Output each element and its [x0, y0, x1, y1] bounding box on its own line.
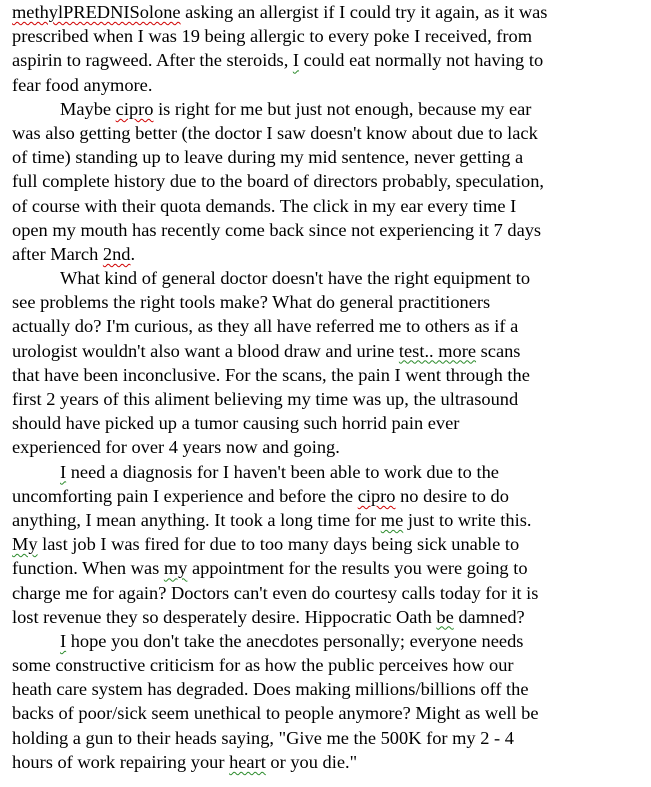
text-run: appointment for the results you were going to: [187, 558, 528, 579]
text-run: anything, I mean anything. It took a long time for: [12, 509, 381, 530]
text-line: [12, 653, 646, 677]
text-line: [12, 726, 646, 750]
text-run: scans: [476, 340, 521, 361]
text-run: aspirin to ragweed. After the steroids,: [12, 50, 293, 71]
text-line: [12, 169, 646, 193]
text-line: [12, 314, 646, 338]
text-line: [12, 629, 646, 653]
text-run: that have been inconclusive. For the scans, the pain I went through the: [12, 364, 530, 385]
text-run: just to write this.: [403, 509, 532, 530]
grammar-flag: My: [12, 534, 38, 555]
text-run: What kind of general doctor doesn't have the right equipment to: [60, 268, 531, 289]
spelling-flag: cipro: [115, 98, 154, 119]
text-line: [12, 750, 646, 774]
text-run: hope you don't take the anecdotes personally; everyone needs: [66, 630, 524, 651]
grammar-flag: me: [380, 509, 404, 530]
text-run: full complete history due to the board of directors probably, speculation,: [12, 171, 544, 192]
text-line: [12, 677, 646, 701]
document-body[interactable]: [12, 0, 646, 774]
text-line: [12, 484, 646, 508]
text-run: Maybe: [60, 98, 116, 119]
text-run: was also getting better (the doctor I saw doesn't know about due to lack: [12, 122, 538, 143]
text-line: [12, 290, 646, 314]
text-line: [12, 363, 646, 387]
text-run: urologist wouldn't also want a blood draw and urine: [12, 340, 399, 361]
grammar-flag: be: [436, 606, 454, 627]
text-run: need a diagnosis for I haven't been able to work due to the: [66, 461, 499, 482]
text-line: [12, 435, 646, 459]
text-line: [12, 266, 646, 290]
text-line: [12, 0, 646, 24]
grammar-flag: I: [292, 50, 300, 71]
text-run: or you die.": [265, 751, 358, 772]
text-line: [12, 605, 646, 629]
text-run: holding a gun to their heads saying, "Give me the 500K for my 2 - 4: [12, 727, 514, 748]
text-line: [12, 218, 646, 242]
text-line: [12, 701, 646, 725]
grammar-flag: I: [60, 630, 67, 651]
text-line: [12, 194, 646, 218]
text-line: [12, 145, 646, 169]
text-run: could eat normally not having to: [299, 50, 544, 71]
text-run: uncomforting pain I experience and before the: [12, 485, 358, 506]
text-run: after March: [12, 243, 103, 264]
text-line: [12, 532, 646, 556]
text-line: [12, 242, 646, 266]
text-line: [12, 97, 646, 121]
text-line: [12, 387, 646, 411]
spelling-flag: cipro: [357, 485, 396, 506]
text-line: [12, 460, 646, 484]
text-line: [12, 411, 646, 435]
text-run: see problems the right tools make? What do general practitioners: [12, 292, 491, 313]
text-line: [12, 48, 646, 72]
text-line: [12, 121, 646, 145]
text-run: backs of poor/sick seem unethical to people anymore? Might as well be: [12, 703, 539, 724]
text-run: heath care system has degraded. Does making millions/billions off the: [12, 679, 529, 700]
text-run: is right for me but just not enough, because my ear: [153, 98, 532, 119]
grammar-flag: I: [60, 461, 67, 482]
text-run: hours of work repairing your: [12, 751, 230, 772]
text-run: fear food anymore.: [12, 74, 153, 95]
text-run: last job I was fired for due to too many days being sick unable to: [37, 534, 520, 555]
text-run: experienced for over 4 years now and going.: [12, 437, 340, 458]
text-run: function. When was: [12, 558, 164, 579]
spelling-flag: 2nd: [102, 243, 131, 264]
text-run: charge me for again? Doctors can't even do courtesy calls today for it is: [12, 582, 539, 603]
text-run: should have picked up a tumor causing such horrid pain ever: [12, 413, 460, 434]
text-run: prescribed when I was 19 being allergic to every poke I received, from: [12, 26, 533, 47]
text-run: .: [130, 243, 136, 264]
grammar-flag: test.. more: [398, 340, 477, 361]
spelling-flag: methylPREDNISolone: [12, 2, 181, 22]
text-run: of time) standing up to leave during my mid sentence, never getting a: [12, 147, 524, 168]
text-run: lost revenue they so desperately desire. Hippocratic Oath: [12, 606, 437, 627]
grammar-flag: my: [163, 558, 188, 579]
text-line: [12, 24, 646, 48]
text-run: open my mouth has recently come back since not experiencing it 7 days: [12, 219, 542, 240]
text-line: [12, 556, 646, 580]
text-line: [12, 339, 646, 363]
text-run: asking an allergist if I could try it again, as it was: [180, 2, 548, 22]
text-run: damned?: [453, 606, 525, 627]
text-run: first 2 years of this aliment believing my time was up, the ultrasound: [12, 389, 519, 409]
text-run: no desire to do: [395, 485, 509, 506]
text-run: some constructive criticism for as how the public perceives how our: [12, 655, 514, 676]
grammar-flag: heart: [229, 751, 266, 772]
text-line: [12, 73, 646, 97]
text-run: actually do? I'm curious, as they all have referred me to others as if a: [12, 316, 519, 337]
text-line: [12, 581, 646, 605]
text-line: [12, 508, 646, 532]
text-run: of course with their quota demands. The click in my ear every time I: [12, 195, 517, 216]
